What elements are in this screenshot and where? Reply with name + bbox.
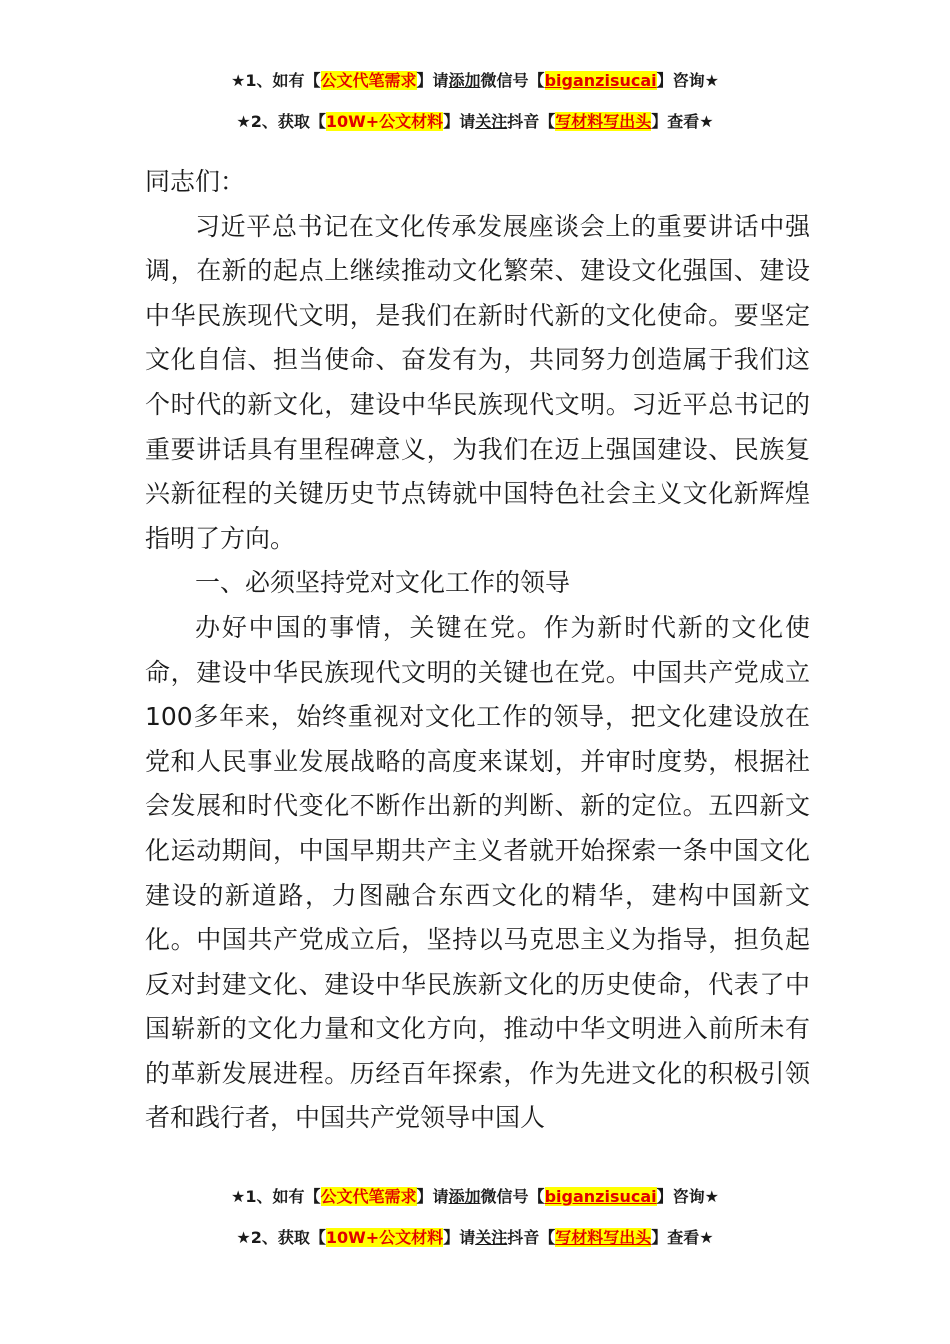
- wechat-id-link[interactable]: biganzisucai: [544, 71, 657, 90]
- wechat-id-link[interactable]: biganzisucai: [544, 1187, 657, 1206]
- promo-text: 】咨询★: [656, 71, 719, 90]
- highlight-ghostwriting: 公文代笔需求: [320, 71, 417, 90]
- promo-text: 】请: [443, 1228, 476, 1247]
- highlight-materials: 10W+公文材料: [325, 112, 444, 131]
- document-body: [145, 160, 810, 1141]
- douyin-account-link[interactable]: 写材料写出头: [555, 1228, 652, 1247]
- promo-text: 】请: [416, 71, 449, 90]
- douyin-account-link[interactable]: 写材料写出头: [555, 112, 652, 131]
- promo-text: ★1、如有【: [231, 71, 321, 90]
- section-paragraph: 办好中国的事情，关键在党。作为新时代新的文化使命，建设中华民族现代文明的关键也在党。中国共产党成立100多年来，始终重视对文化工作的领导，把文化建设放在党和人民事业发展战略的高度来谋划，并审时度势，根据社会发展和时代变化不断作出新的判断、新的定位。五四新文化运动期间，中国早期共产主义者就开始探索一条中国文化建设的新道路，力图融合东西文化的精华，建构中国新文化。中国共产党成立后，坚持以马克思主义为指导，担负起反对封建文化、建设中华民族新文化的历史使命，代表了中国崭新的文化力量和文化方向，推动中华文明进入前所未有的革新发展进程。历经百年探索，作为先进文化的积极引领者和践行者，中国共产党领导中国人: [145, 612, 810, 1133]
- highlight-ghostwriting: 公文代笔需求: [320, 1187, 417, 1206]
- promo-text: 】请: [416, 1187, 449, 1206]
- underlined-follow: 关注: [475, 112, 508, 131]
- section-heading: 一、必须坚持党对文化工作的领导: [195, 568, 571, 598]
- promo-text: 】请: [443, 112, 476, 131]
- promo-text: ★2、获取【: [236, 1228, 326, 1247]
- promo-text: 抖音【: [507, 112, 556, 131]
- promo-text: ★2、获取【: [236, 112, 326, 131]
- footer-promo-line-2: [0, 1226, 950, 1250]
- promo-text: 抖音【: [507, 1228, 556, 1247]
- underlined-add: 添加: [448, 71, 481, 90]
- promo-text: 】查看★: [651, 112, 714, 131]
- header-promo-line-1: [0, 69, 950, 93]
- promo-text: 】查看★: [651, 1228, 714, 1247]
- promo-text: ★1、如有【: [231, 1187, 321, 1206]
- header-promo-line-2: [0, 110, 950, 134]
- promo-text: 】咨询★: [656, 1187, 719, 1206]
- highlight-materials: 10W+公文材料: [325, 1228, 444, 1247]
- footer-promo-line-1: [0, 1185, 950, 1209]
- promo-text: 微信号【: [480, 1187, 545, 1206]
- promo-text: 微信号【: [480, 71, 545, 90]
- intro-paragraph: 习近平总书记在文化传承发展座谈会上的重要讲话中强调，在新的起点上继续推动文化繁荣、建设文化强国、建设中华民族现代文明，是我们在新时代新的文化使命。要坚定文化自信、担当使命、奋发有为，共同努力创造属于我们这个时代的新文化，建设中华民族现代文明。习近平总书记的重要讲话具有里程碑意义，为我们在迈上强国建设、民族复兴新征程的关键历史节点铸就中国特色社会主义文化新辉煌指明了方向。: [145, 211, 810, 553]
- underlined-add: 添加: [448, 1187, 481, 1206]
- greeting: 同志们：: [145, 167, 246, 196]
- underlined-follow: 关注: [475, 1228, 508, 1247]
